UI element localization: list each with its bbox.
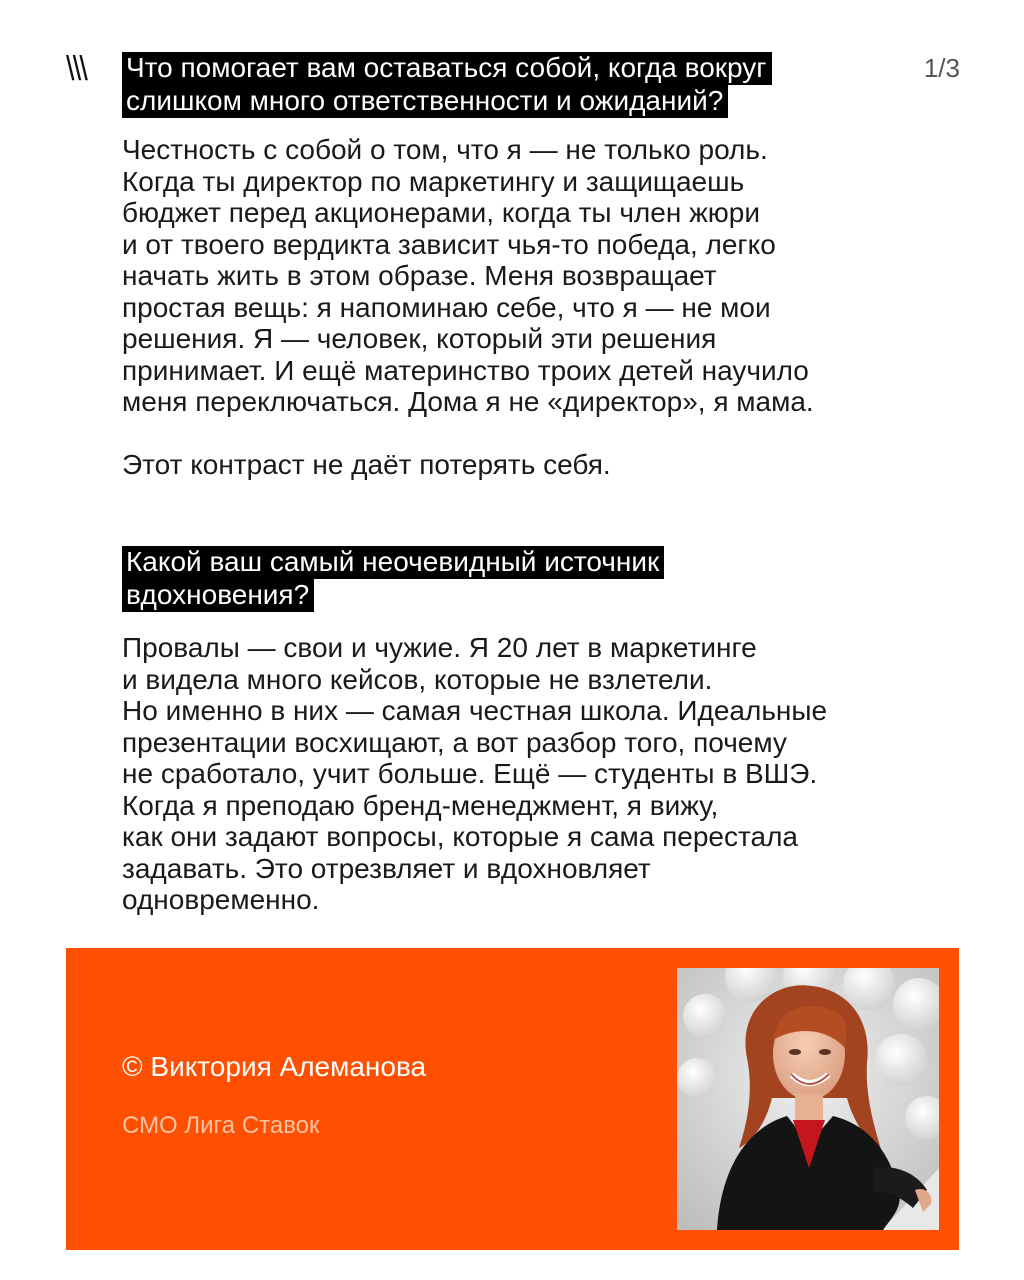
question-2-line-1: Какой ваш самый неочевидный источник	[122, 546, 664, 579]
author-name: © Виктория Алеманова	[122, 1051, 427, 1082]
question-2-line-2: вдохновения?	[122, 579, 314, 612]
portrait-image	[677, 968, 939, 1230]
answer-1-line: и от твоего вердикта зависит чья-то победа, легко	[122, 228, 776, 260]
question-heading-1	[122, 52, 972, 118]
answer-2-line: одновременно.	[122, 884, 320, 915]
answer-2-line: не сработало, учит больше. Ещё — студенты в ВШЭ.	[122, 758, 818, 789]
answer-1-line: меня переключаться. Дома я не «директор», я мама.	[122, 386, 814, 417]
answer-1-line: Когда ты директор по маркетингу и защищаешь	[122, 165, 745, 197]
question-1-line-1: Что помогает вам оставаться собой, когда вокруг	[122, 52, 772, 85]
answer-1-paragraph-1	[122, 134, 972, 418]
slash-mark-icon: \\\	[66, 50, 87, 88]
answer-1-line: принимает. И ещё материнство троих детей научило	[122, 354, 809, 386]
answer-1-line: решения. Я — человек, который эти решения	[122, 323, 717, 354]
answer-2-line: Но именно в них — самая честная школа. Идеальные	[122, 695, 828, 726]
author-role: СМО Лига Ставок	[122, 1112, 320, 1139]
answer-1-paragraph-2	[122, 449, 972, 481]
answer-2-line: и видела много кейсов, которые не взлетели.	[122, 663, 713, 695]
answer-1-closing-line: Этот контраст не даёт потерять себя.	[122, 448, 611, 480]
page-counter: 1/3	[923, 53, 960, 83]
author-portrait	[677, 968, 939, 1230]
answer-2-line: как они задают вопросы, которые я сама перестала	[122, 821, 798, 852]
answer-2-line: презентации восхищают, а вот разбор того, почему	[122, 726, 787, 758]
answer-1-line: простая вещь: я напоминаю себе, что я — не мои	[122, 291, 771, 323]
question-heading-2	[122, 546, 972, 612]
answer-1-line: бюджет перед акционерами, когда ты член жюри	[122, 197, 761, 228]
author-card	[66, 948, 959, 1250]
interview-content	[122, 52, 972, 916]
answer-1-line: Честность с собой о том, что я — не только роль.	[122, 134, 768, 165]
answer-2-line: Провалы — свои и чужие. Я 20 лет в маркетинге	[122, 632, 757, 663]
answer-2-paragraph	[122, 632, 972, 916]
answer-2-line: задавать. Это отрезвляет и вдохновляет	[122, 852, 651, 884]
question-1-line-2: слишком много ответственности и ожиданий?	[122, 85, 728, 118]
answer-1-line: начать жить в этом образе. Меня возвращает	[122, 260, 717, 291]
answer-2-line: Когда я преподаю бренд-менеджмент, я вижу,	[122, 789, 719, 821]
